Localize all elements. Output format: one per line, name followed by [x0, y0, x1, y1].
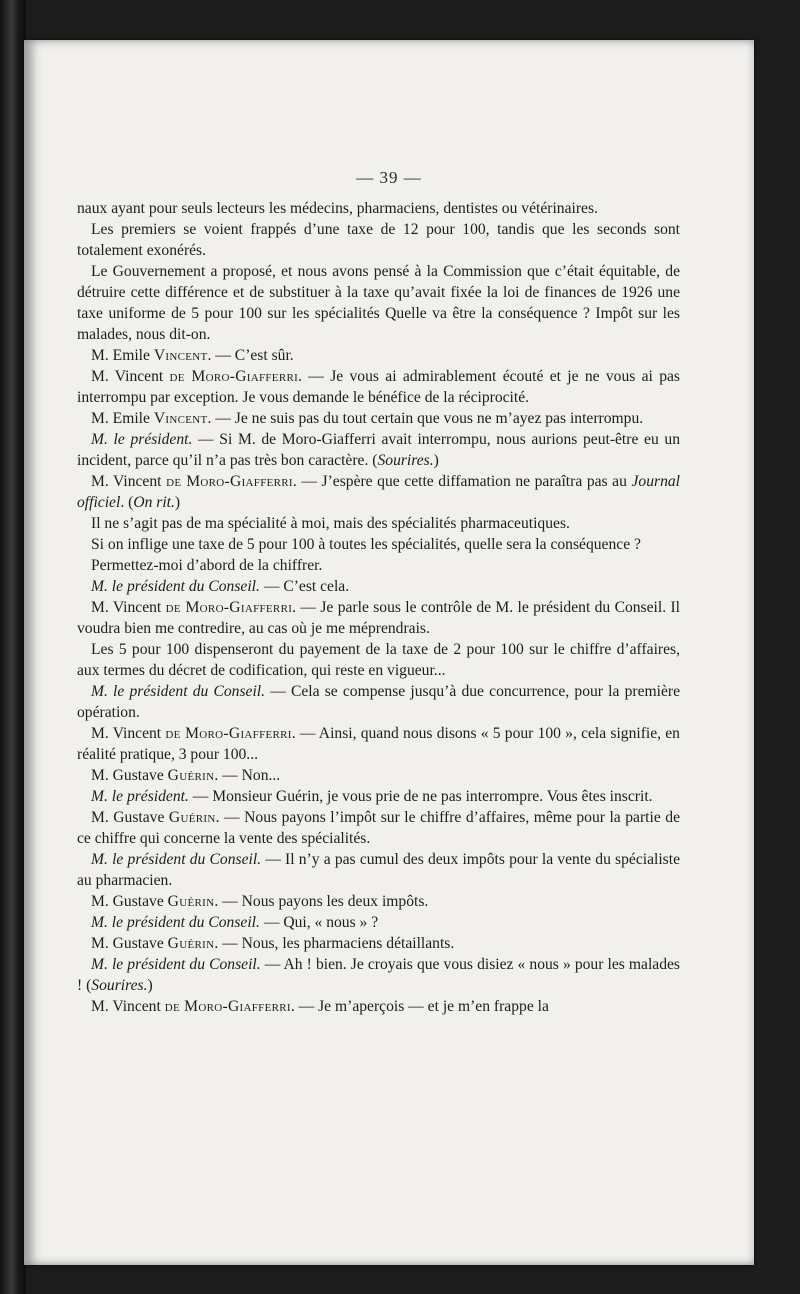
text-run: . — Nous payons l’impôt sur le chiffre d’affaires, même pour la partie de ce chiffre qui concerne la vente des spécialités.: [77, 809, 680, 847]
speaker-name: Guérin: [167, 893, 215, 910]
text-run: . — Je ne suis pas du tout certain que vous ne m’ayez pas interrompu.: [207, 410, 644, 427]
speaker-name: de Moro-Giafferri: [169, 368, 299, 385]
text-run: . — Non...: [214, 767, 281, 784]
text-run: . (: [120, 494, 134, 511]
paragraph: [77, 534, 680, 555]
paragraph: [77, 471, 680, 513]
paragraph: [77, 513, 680, 534]
italic-text: M. le président du Conseil.: [91, 914, 260, 931]
paragraph: [77, 219, 680, 261]
text-run: . — Nous payons les deux impôts.: [214, 893, 429, 910]
speaker-name: Vincent: [153, 410, 208, 427]
text-run: Si on inflige une taxe de 5 pour 100 à toutes les spécialités, quelle sera la conséquence ?: [91, 536, 641, 553]
paragraph: [77, 261, 680, 345]
text-run: M. Gustave: [91, 893, 168, 910]
paragraph: [77, 555, 680, 576]
text-run: . — Je m’aperçois — et je m’en frappe la: [290, 998, 549, 1015]
italic-text: Sourires.: [377, 452, 434, 469]
text-run: . — Nous, les pharmaciens détaillants.: [214, 935, 455, 952]
text-run: — Monsieur Guérin, je vous prie de ne pas interrompre. Vous êtes inscrit.: [188, 788, 653, 805]
text-run: — Ah ! bien. Je croyais que vous disiez « nous » pour les malades ! (: [77, 956, 680, 994]
paragraph: [77, 408, 680, 429]
speaker-name: Guérin: [167, 767, 215, 784]
italic-text: On rit.: [133, 494, 175, 511]
speaker-name: de Moro-Giafferri: [165, 725, 292, 742]
paragraph: [77, 639, 680, 681]
text-run: Il ne s’agit pas de ma spécialité à moi, mais des spécialités pharmaceutiques.: [91, 515, 570, 532]
speaker-name: Vincent: [153, 347, 208, 364]
text-run: Les 5 pour 100 dispenseront du payement de la taxe de 2 pour 100 sur le chiffre d’affaires, aux termes du décret de codification, qui reste en vigueur...: [77, 641, 680, 679]
text-run: . — Je vous ai admirablement écouté et je ne vous ai pas interrompu par exception. Je vous demande le bénéfice de la réciprocité.: [77, 368, 680, 406]
paragraph: [77, 954, 680, 996]
text-run: M. Emile: [91, 347, 154, 364]
paragraph: [77, 345, 680, 366]
text-run: — Si M. de Moro-Giafferri avait interrompu, nous aurions peut-être eu un incident, parce qu’il n’a pas très bon caractère. (: [77, 431, 680, 469]
text-run: ): [147, 977, 153, 994]
text-run: M. Vincent: [91, 473, 167, 490]
italic-text: M. le président du Conseil.: [91, 851, 262, 868]
text-run: — Cela se compense jusqu’à due concurrence, pour la première opération.: [77, 683, 680, 721]
text-run: . — Ainsi, quand nous disons « 5 pour 100 », cela signifie, en réalité pratique, 3 pour 100...: [77, 725, 680, 763]
paragraph: [77, 597, 680, 639]
paragraph: [77, 891, 680, 912]
paragraph: [77, 996, 680, 1017]
text-run: M. Vincent: [91, 725, 166, 742]
paragraph: [77, 723, 680, 765]
text-run: Les premiers se voient frappés d’une taxe de 12 pour 100, tandis que les seconds sont totalement exonérés.: [77, 221, 680, 259]
text-run: naux ayant pour seuls lecteurs les médecins, pharmaciens, dentistes ou vétérinaires.: [77, 200, 598, 217]
text-run: ): [433, 452, 439, 469]
book-spine-edge: [0, 0, 26, 1294]
paragraph: [77, 429, 680, 471]
speaker-name: de Moro-Giafferri: [164, 998, 291, 1015]
book-page: [24, 40, 754, 1265]
text-run: M. Emile: [91, 410, 154, 427]
italic-text: Sourires.: [91, 977, 148, 994]
italic-text: M. le président.: [91, 431, 193, 448]
text-run: M. Gustave: [91, 767, 168, 784]
text-run: M. Gustave: [91, 809, 169, 826]
paragraph: [77, 198, 680, 219]
text-run: . — C’est sûr.: [207, 347, 294, 364]
text-run: . — Je parle sous le contrôle de M. le président du Conseil. Il voudra bien me contredire, au cas où je me méprendrais.: [77, 599, 680, 637]
italic-text: M. le président du Conseil.: [91, 956, 261, 973]
paragraph: [77, 786, 680, 807]
text-run: M. Vincent: [91, 998, 165, 1015]
text-run: Le Gouvernement a proposé, et nous avons pensé à la Commission que c’était équitable, de détruire cette différence et de substituer à la taxe qu’avait fixée la loi de finances de 1926 une taxe uniforme de 5 pour 100 sur les spécialités Quelle va être la conséquence ? Impôt sur les malades, nous dit-on.: [77, 263, 680, 343]
paragraph: [77, 912, 680, 933]
page-text: [77, 198, 680, 1017]
speaker-name: de Moro-Giafferri: [165, 599, 293, 616]
paragraph: [77, 576, 680, 597]
text-run: M. Gustave: [91, 935, 168, 952]
italic-text: M. le président du Conseil.: [91, 683, 266, 700]
paragraph: [77, 807, 680, 849]
text-run: . — J’espère que cette diffamation ne paraîtra pas au: [292, 473, 632, 490]
text-run: — Il n’y a pas cumul des deux impôts pour la vente du spécialiste au pharmacien.: [77, 851, 680, 889]
text-run: M. Vincent: [91, 599, 166, 616]
speaker-name: Guérin: [167, 935, 215, 952]
paragraph: [77, 933, 680, 954]
speaker-name: Guérin: [168, 809, 216, 826]
page-number: — 39 —: [356, 168, 422, 187]
paragraph: [77, 366, 680, 408]
text-run: ): [174, 494, 181, 511]
paragraph: [77, 849, 680, 891]
italic-text: Journal officiel: [77, 473, 680, 511]
italic-text: M. le président du Conseil.: [91, 578, 260, 595]
text-run: Permettez-moi d’abord de la chiffrer.: [91, 557, 323, 574]
text-run: — Qui, « nous » ?: [259, 914, 379, 931]
paragraph: [77, 681, 680, 723]
text-run: M. Vincent: [91, 368, 170, 385]
italic-text: M. le président.: [91, 788, 189, 805]
text-run: — C’est cela.: [259, 578, 350, 595]
paragraph: [77, 765, 680, 786]
speaker-name: de Moro-Giafferri: [166, 473, 293, 490]
